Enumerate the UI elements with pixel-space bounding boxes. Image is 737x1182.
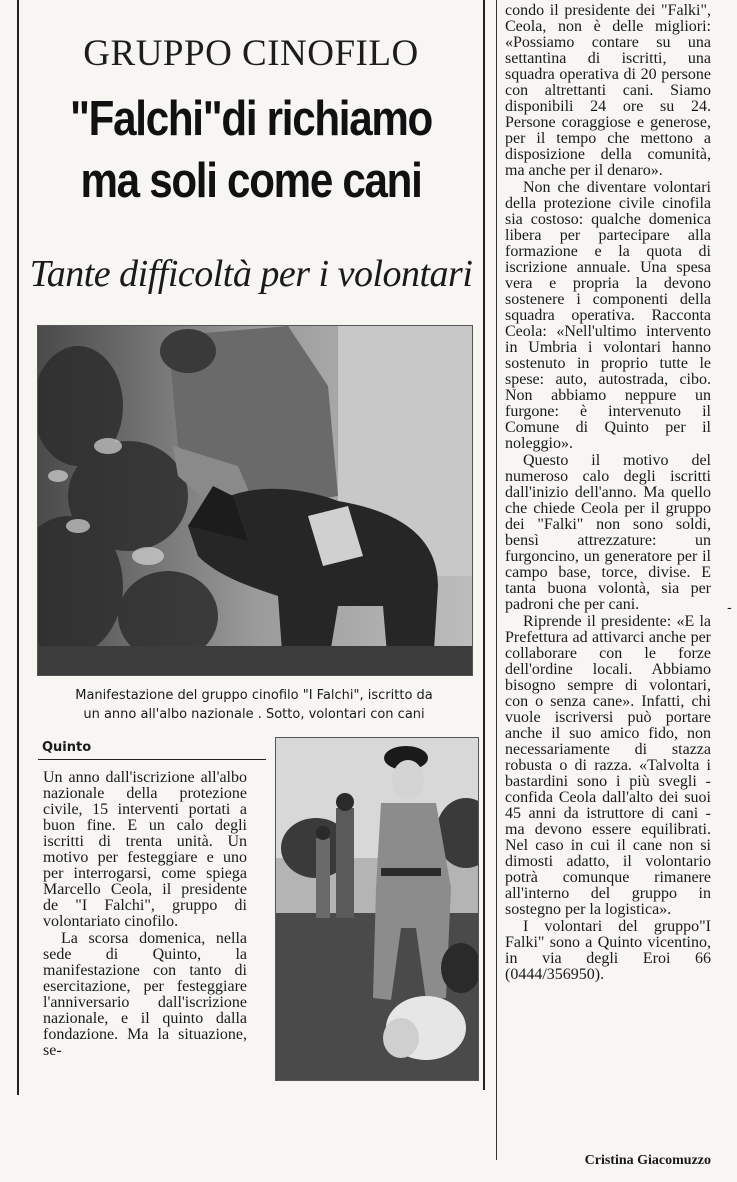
caption-line-1: Manifestazione del gruppo cinofilo "I Falchi", iscritto da	[75, 688, 433, 703]
col2-paragraph-1: condo il presidente dei "Falki", Ceola, non è delle migliori: «Possiamo contare su una settantina di iscritti, una squadra operativa di 20 persone con altrettanti cani. Siamo disponibili 24 ore su 24. Persone coraggiose e generose, per il tempo che mettono a disposizione della comunità, ma anche per il denaro».	[505, 3, 711, 179]
main-photo	[37, 325, 473, 676]
column-rule-middle	[483, 0, 485, 1090]
margin-dash: -	[727, 600, 732, 616]
article-kicker: GRUPPO CINOFILO	[83, 33, 419, 74]
headline-line-2: ma soli come cani	[80, 154, 422, 208]
column-rule-left	[17, 0, 19, 1095]
section-label: Quinto	[42, 740, 92, 755]
article-column-1	[43, 770, 247, 1090]
column-rule-right	[496, 0, 497, 1160]
volunteers-photo	[276, 738, 478, 1080]
second-photo	[275, 737, 479, 1081]
col2-paragraph-5: I volontari del gruppo"I Falki" sono a Quinto vicentino, in via degli Eroi 66 (0444/356950).	[505, 918, 711, 983]
photo-caption	[37, 686, 471, 724]
col1-paragraph-1: Un anno dall'iscrizione all'albo nazionale della protezione civile, 15 interventi portati a buon fine. E un calo degli iscritti di trenta unità. Un motivo per festeggiare e uno per interrogarsi, come spiega Marcello Ceola, il presidente de "I Falchi", gruppo di volontariato cinofilo.	[43, 770, 247, 930]
article-byline: Cristina Giacomuzzo	[584, 1153, 711, 1168]
handler-dog-photo	[38, 326, 472, 675]
col2-paragraph-4: Riprende il presidente: «E la Prefettura ad attivarci anche per collaborare con le forze dell'ordine locali. Abbiamo bisogno sempre di volontari, con o senza cane». Infatti, chi vuole iscriversi può portare anche il suo amico fido, non necessariamente di stazza robusta o di razza. «Talvolta i bastardini sono i più svegli - confida Ceola dall'alto dei suoi 45 anni da istruttore di cani - ma devono essere equilibrati. Nel caso in cui il cane non si dimosti adatto, il volontario potrà comunque rimanere all'interno del gruppo in sostegno per la logistica».	[505, 613, 711, 918]
section-rule	[38, 759, 266, 760]
article-headline	[52, 88, 449, 212]
headline-line-1: "Falchi"di richiamo	[69, 92, 433, 146]
col2-paragraph-2: Non che diventare volontari della protezione civile cinofila sia costoso: qualche domenica libera per partecipare alla formazione e la quota di iscrizione annuale. Una spesa vera e propria la devono sostenere i componenti della squadra operativa. Racconta Ceola: «Nell'ultimo intervento in Umbria i volontari hanno sostenuto in proprio tutte le spese: auto, autostrada, cibo. Non abbiamo neppure un furgone: è intervenuto il Comune di Quinto per il noleggio».	[505, 179, 711, 452]
caption-line-2: un anno all'albo nazionale . Sotto, volontari con cani	[83, 707, 425, 722]
col2-paragraph-3: Questo il motivo del numeroso calo degli iscritti dall'inizio dell'anno. Ma quello che chiede Ceola per il gruppo dei "Falki" non sono soldi, bensì attrezzature: un furgoncino, un generatore per il campo base, torce, divise. E tanta buona volontà, sia per padroni che per cani.	[505, 452, 711, 613]
article-subhead: Tante difficoltà per i volontari	[29, 253, 473, 295]
col1-paragraph-2: La scorsa domenica, nella sede di Quinto, la manifestazione con tanto di esercitazione, per festeggiare l'anniversario dall'iscrizione nazionale, e il quinto dalla fondazione. Ma la situazione, se-	[43, 930, 247, 1059]
article-column-2	[505, 3, 711, 1148]
